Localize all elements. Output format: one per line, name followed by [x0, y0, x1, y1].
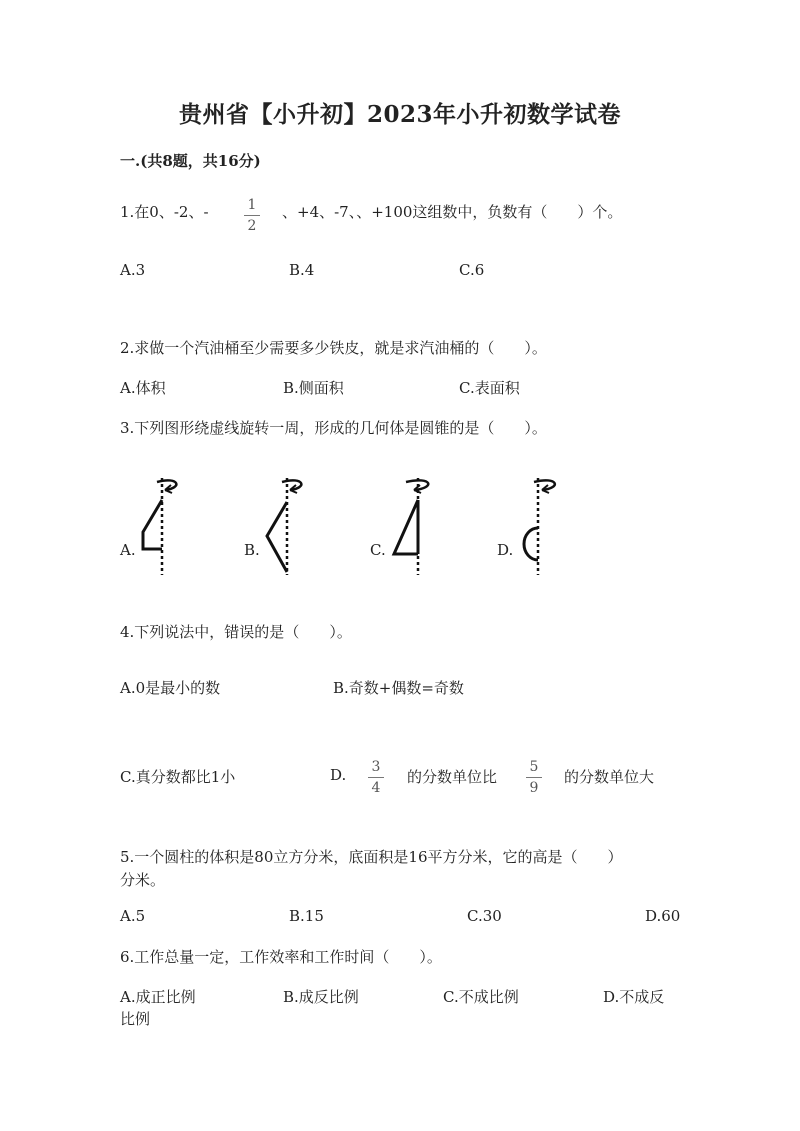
- q4-option-d-label[interactable]: D.: [330, 766, 347, 784]
- q1-fraction-num: 1: [247, 197, 257, 213]
- q1-fraction-den: 2: [247, 218, 257, 234]
- q4-option-a[interactable]: A.0是最小的数: [120, 679, 221, 697]
- q2-option-c[interactable]: C.表面积: [459, 379, 520, 397]
- q4-option-d-mid: 的分数单位比: [407, 768, 498, 786]
- q2-text: 2.求做一个汽油桶至少需要多少铁皮，就是求汽油桶的（ ）。: [120, 339, 547, 357]
- q6-text: 6.工作总量一定，工作效率和工作时间（ ）。: [120, 948, 442, 966]
- fraction-bar: [526, 777, 542, 778]
- q4-option-b[interactable]: B.奇数+偶数=奇数: [333, 679, 464, 697]
- section-heading: 一.(共8题，共16分): [120, 152, 261, 170]
- q3-figure-a[interactable]: [135, 472, 185, 577]
- q3-option-a[interactable]: A.: [120, 541, 136, 559]
- q3-figure-b[interactable]: [262, 472, 312, 577]
- q6-option-c[interactable]: C.不成比例: [443, 988, 519, 1006]
- q3-text: 3.下列图形绕虚线旋转一周，形成的几何体是圆锥的是（ ）。: [120, 419, 547, 437]
- q6-option-a[interactable]: A.成正比例: [120, 988, 196, 1006]
- q4-fraction-2: [526, 760, 542, 795]
- shape-outline: [267, 502, 287, 572]
- fraction-bar: [368, 777, 384, 778]
- q1-option-c[interactable]: C.6: [459, 261, 485, 279]
- q6-option-b[interactable]: B.成反比例: [283, 988, 359, 1006]
- q5-option-a[interactable]: A.5: [120, 907, 146, 925]
- q3-option-c[interactable]: C.: [370, 541, 386, 559]
- q1-prefix: 1.在0、-2、-: [120, 203, 209, 221]
- q4-fraction-2-num: 5: [529, 759, 539, 775]
- q6-option-d[interactable]: D.不成反: [603, 988, 665, 1006]
- q5-line2: 分米。: [120, 871, 166, 889]
- q5-option-b[interactable]: B.15: [289, 907, 324, 925]
- q4-option-d-end: 的分数单位大: [564, 768, 655, 786]
- q3-option-b[interactable]: B.: [244, 541, 260, 559]
- q1-option-b[interactable]: B.4: [289, 261, 315, 279]
- q3-option-d[interactable]: D.: [497, 541, 514, 559]
- q1-fraction: [244, 198, 260, 233]
- q3-figure-d[interactable]: [512, 472, 562, 577]
- q4-option-c[interactable]: C.真分数都比1小: [120, 768, 236, 786]
- q1-option-a[interactable]: A.3: [120, 261, 146, 279]
- q6-option-d-wrap: 比例: [120, 1010, 151, 1028]
- q4-text: 4.下列说法中，错误的是（ ）。: [120, 623, 352, 641]
- q5-option-d[interactable]: D.60: [645, 907, 681, 925]
- q5-option-c[interactable]: C.30: [467, 907, 502, 925]
- q5-line1: 5.一个圆柱的体积是80立方分米，底面积是16平方分米，它的高是（ ）: [120, 848, 623, 866]
- q4-fraction-1-den: 4: [371, 780, 381, 796]
- q4-fraction-1-num: 3: [371, 759, 381, 775]
- shape-outline: [143, 500, 162, 549]
- fraction-bar: [244, 215, 260, 216]
- q4-fraction-1: [368, 760, 384, 795]
- q1-suffix: 、+4、-7、、+100这组数中，负数有（ ）个。: [282, 203, 623, 221]
- q3-figure-c[interactable]: [388, 472, 438, 577]
- q4-fraction-2-den: 9: [529, 780, 539, 796]
- page-title: 贵州省【小升初】2023年小升初数学试卷: [178, 101, 621, 128]
- q2-option-b[interactable]: B.侧面积: [283, 379, 344, 397]
- shape-outline: [394, 500, 418, 554]
- q2-option-a[interactable]: A.体积: [120, 379, 166, 397]
- shape-outline: [524, 528, 538, 560]
